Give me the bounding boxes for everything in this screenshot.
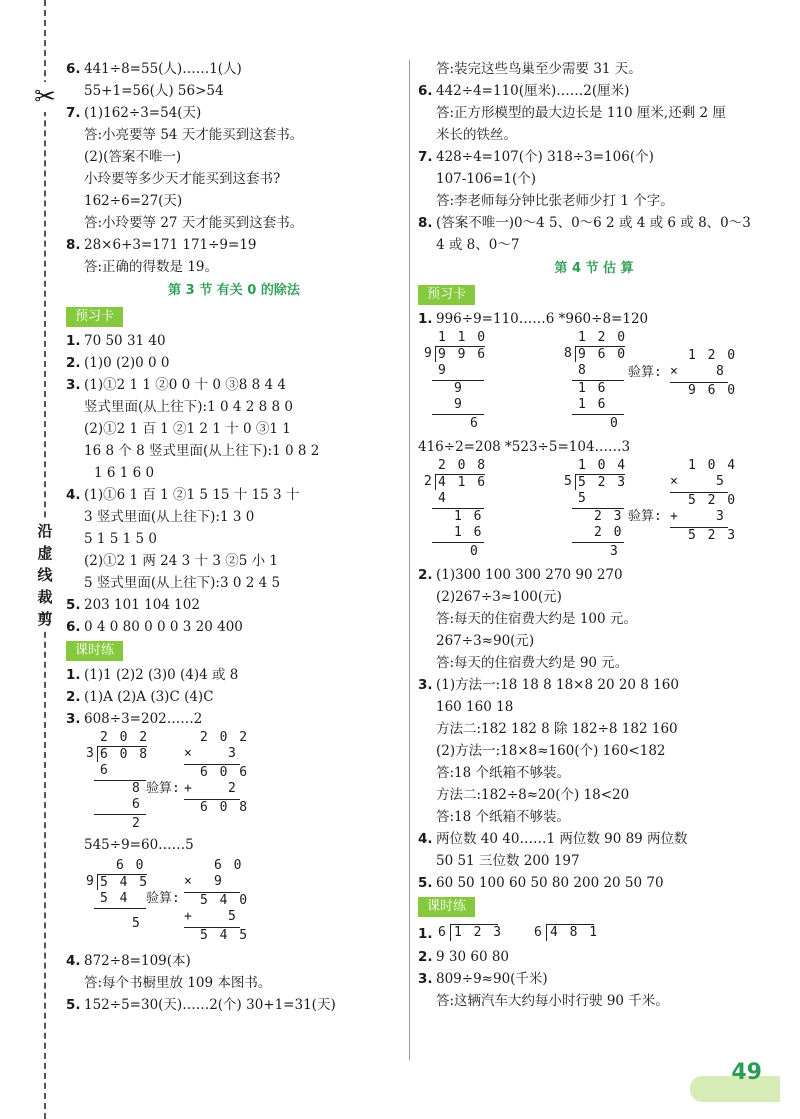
answer-line: [66, 484, 402, 506]
answer-text: (2)方法一:18×8≈160(个) 160<182: [436, 743, 666, 759]
step: 1 6: [454, 509, 484, 524]
answer-text: 答:正方形模型的最大边长是 110 厘米,还剩 2 厘: [436, 105, 726, 121]
answer-text: 两位数 40 40……1 两位数 90 89 两位数: [436, 831, 688, 847]
cut-char: 线: [37, 566, 53, 584]
answer-line: [66, 146, 402, 168]
answer-text: 答:每个书橱里放 109 本图书。: [84, 975, 272, 991]
remainder: 2: [132, 816, 142, 831]
divisor: 2: [424, 474, 434, 489]
answer-line: [418, 968, 770, 990]
lesson-practice-badge: 课时练: [66, 641, 123, 661]
question-number: 3.: [66, 377, 81, 393]
remainder: 5: [132, 916, 142, 931]
question-number: 1.: [418, 926, 433, 942]
question-number: 6.: [66, 61, 81, 77]
answer-text: 答:每天的住宿费大约是 100 元。: [436, 611, 637, 627]
division-setup-row: [418, 920, 770, 946]
long-division-row-1: [418, 330, 770, 436]
divisor: 3: [86, 746, 96, 761]
answer-line: [418, 564, 770, 586]
answer-line: [418, 630, 770, 652]
cut-instruction: [34, 520, 56, 630]
answer-text: 5 竖式里面(从上往下):3 0 2 4 5: [84, 575, 281, 591]
question-number: 2.: [418, 567, 433, 583]
answer-line: [66, 972, 402, 994]
question-number: 6.: [66, 619, 81, 635]
answer-line: [418, 308, 770, 330]
answer-line: [418, 212, 770, 234]
step: 6: [100, 763, 110, 778]
question-number: 3.: [418, 971, 433, 987]
question-number: 4.: [418, 831, 433, 847]
answer-line: [66, 256, 402, 278]
check-number: 1 0 4: [688, 458, 738, 473]
step: 1 6: [454, 525, 484, 540]
divisor: 9: [424, 346, 434, 361]
answer-text: 4 或 8、0～7: [436, 237, 520, 253]
check-number: 5: [716, 474, 726, 489]
answer-line: [66, 664, 402, 686]
question-number: 7.: [418, 149, 433, 165]
answer-text: 267÷3≈90(元): [436, 633, 535, 649]
quotient: 6 0: [116, 858, 146, 873]
answer-text: (1)①2 1 1 ②0 0 十 0 ③8 8 4 4: [84, 377, 286, 393]
divisor: 8: [564, 346, 574, 361]
answer-line: [66, 594, 402, 616]
check-number: 5 4 0: [200, 893, 250, 908]
answer-line: [418, 58, 770, 80]
answer-text: (1)0 (2)0 0 0: [84, 355, 170, 371]
question-number: 8.: [66, 237, 81, 253]
answer-line: [66, 168, 402, 190]
answer-text: (2)267÷3≈100(元): [436, 589, 562, 605]
dividend: 5 2 3: [578, 475, 628, 490]
quotient: 1 0 4: [578, 458, 628, 473]
quotient: 1 1 0: [438, 330, 488, 345]
answer-text: 70 50 31 40: [84, 333, 166, 349]
long-division-row-2: [418, 458, 770, 564]
answer-text: (1)1 (2)2 (3)0 (4)4 或 8: [84, 667, 239, 683]
step: 6: [132, 797, 142, 812]
answer-line: [66, 440, 402, 462]
answer-text: 答:每天的住宿费大约是 90 元。: [436, 655, 629, 671]
answer-line: [66, 418, 402, 440]
check-number: 1 2 0: [688, 348, 738, 363]
answer-text: 60 50 100 60 50 80 200 20 50 70: [436, 875, 664, 891]
answer-line: [418, 608, 770, 630]
dividend: 9 6 0: [578, 347, 628, 362]
answer-line: [66, 190, 402, 212]
answer-line: [66, 352, 402, 374]
answer-line: [66, 950, 402, 972]
long-division-608: [66, 730, 402, 834]
answer-line: [418, 828, 770, 850]
cut-char: 沿: [37, 522, 53, 540]
answer-line: [66, 212, 402, 234]
answer-line: [418, 146, 770, 168]
dividend: 4 8 1: [550, 925, 600, 940]
answer-text: 答:18 个纸箱不够装。: [436, 809, 571, 825]
plus-sign: +: [184, 909, 194, 924]
answer-text: 996÷9=110……6 *960÷8=120: [436, 311, 649, 327]
answer-line: [418, 850, 770, 872]
quotient: 2 0 2: [100, 730, 150, 745]
check-label: 验算:: [628, 509, 662, 524]
answer-text: 5 1 5 1 5 0: [84, 531, 157, 547]
answer-text: 442÷4=110(厘米)……2(厘米): [436, 83, 630, 99]
step: 9: [454, 397, 464, 412]
lesson-practice-badge: 课时练: [418, 897, 475, 917]
answer-line: [66, 572, 402, 594]
remainder: 0: [610, 416, 620, 431]
answer-line: [66, 616, 402, 638]
answer-text: 竖式里面(从上往下):1 0 4 2 8 8 0: [84, 399, 293, 415]
answer-line: [418, 674, 770, 696]
answer-text: (1)300 100 300 270 90 270: [436, 567, 623, 583]
quotient: 1 2 0: [578, 330, 628, 345]
answer-text: (1)方法一:18 18 8 18×8 20 20 8 160: [436, 677, 679, 693]
step: 8: [578, 363, 588, 378]
question-number: 1.: [66, 667, 81, 683]
answer-line: [418, 762, 770, 784]
check-number: 5: [228, 909, 238, 924]
dividend: 5 4 5: [100, 875, 150, 890]
answer-line: [66, 528, 402, 550]
question-number: 1.: [418, 311, 433, 327]
step: 4: [438, 491, 448, 506]
question-number: 7.: [66, 105, 81, 121]
answer-line: [418, 652, 770, 674]
answer-text: 50 51 三位数 200 197: [436, 853, 580, 869]
check-number: 3: [228, 746, 238, 761]
dividend: 1 2 3: [454, 925, 504, 940]
step: 9: [438, 363, 448, 378]
step: 8: [132, 781, 142, 796]
answer-text: 答:小亮要等 54 天才能买到这套书。: [84, 127, 304, 143]
answer-line: [418, 946, 770, 968]
dividend: 4 1 6: [438, 475, 488, 490]
answer-line: [66, 708, 402, 730]
answer-line: [66, 506, 402, 528]
step: 2 0: [594, 525, 624, 540]
section-title: 第 3 节 有关 0 的除法: [168, 283, 300, 298]
question-number: 2.: [66, 355, 81, 371]
preview-card-badge: 预习卡: [418, 285, 475, 305]
answer-text: 1 6 1 6 0: [94, 465, 155, 481]
question-number: 2.: [66, 689, 81, 705]
answer-line: [66, 550, 402, 572]
scissors-icon: ✂: [30, 82, 60, 112]
answer-line: [66, 462, 402, 484]
column-separator: [409, 60, 410, 1060]
check-number: 5 2 3: [688, 528, 738, 543]
answer-text: 55+1=56(人) 56>54: [84, 83, 224, 99]
question-number: 1.: [66, 333, 81, 349]
multiply-sign: ×: [670, 364, 680, 379]
answer-text: 16 8 个 8 竖式里面(从上往下):1 0 8 2: [84, 443, 320, 459]
check-number: 6 0 6: [200, 765, 250, 780]
question-number: 5.: [66, 597, 81, 613]
answer-text: 答:装完这些鸟巢至少需要 31 天。: [436, 61, 642, 77]
remainder: 6: [470, 416, 480, 431]
answer-text: 162÷6=27(天): [84, 193, 183, 209]
check-number: 9: [214, 874, 224, 889]
answer-line: [418, 80, 770, 102]
answer-text: 答:正确的得数是 19。: [84, 259, 219, 275]
step: 5 4: [100, 891, 130, 906]
answer-line: [418, 124, 770, 146]
check-number: 9 6 0: [688, 383, 738, 398]
answer-text: 9 30 60 80: [436, 949, 509, 965]
multiply-sign: ×: [670, 474, 680, 489]
answer-text: 809÷9≈90(千米): [436, 971, 548, 987]
answer-line: [418, 234, 770, 256]
answer-text: 428÷4=107(个) 318÷3=106(个): [436, 149, 654, 165]
answer-line: [418, 190, 770, 212]
answer-text: (1)162÷3=54(天): [84, 105, 202, 121]
multiply-sign: ×: [184, 874, 194, 889]
answer-line: [418, 718, 770, 740]
question-number: 3.: [66, 711, 81, 727]
question-number: 5.: [418, 875, 433, 891]
dividend: 9 9 6: [438, 347, 488, 362]
answer-text: 203 101 104 102: [84, 597, 200, 613]
answer-text: 答:小玲要等 27 天才能买到这套书。: [84, 215, 304, 231]
step: 1 6: [578, 381, 608, 396]
answer-line: [66, 124, 402, 146]
answer-text: 方法二:182 182 8 除 182÷8 182 160: [436, 721, 678, 737]
answer-text: 160 160 18: [436, 699, 514, 715]
multiply-sign: ×: [184, 746, 194, 761]
section-title: 第 4 节 估 算: [554, 261, 634, 276]
check-label: 验算:: [628, 365, 662, 380]
step: 9: [454, 381, 464, 396]
answer-line: [66, 686, 402, 708]
question-number: 5.: [66, 997, 81, 1013]
answer-line: [418, 168, 770, 190]
answer-line: [418, 990, 770, 1012]
cut-char: 剪: [37, 610, 53, 628]
answer-line: [66, 994, 402, 1016]
answer-text: 答:这辆汽车大约每小时行驶 90 千米。: [436, 993, 669, 1009]
answer-line: [418, 436, 770, 458]
check-number: 5 2 0: [688, 493, 738, 508]
answer-text: (2)①2 1 百 1 ②1 2 1 十 0 ③1 1: [84, 421, 291, 437]
answer-text: (2)(答案不唯一): [84, 149, 182, 165]
answer-text: 152÷5=30(天)……2(个) 30+1=31(天): [84, 997, 336, 1013]
question-number: 2.: [418, 949, 433, 965]
check-number: 6 0: [214, 858, 244, 873]
step: 2 3: [594, 509, 624, 524]
page-number: 49: [731, 1060, 762, 1085]
check-number: 6 0 8: [200, 800, 250, 815]
question-number: 4.: [66, 953, 81, 969]
answer-text: 3 竖式里面(从上往下):1 3 0: [84, 509, 255, 525]
divisor: 6: [534, 925, 544, 940]
answer-line: [418, 806, 770, 828]
quotient: 2 0 8: [438, 458, 488, 473]
check-number: 2: [228, 781, 238, 796]
plus-sign: +: [670, 509, 680, 524]
answer-text: (答案不唯一)0～4 5、0～6 2 或 4 或 6 或 8、0～3: [436, 215, 751, 231]
answer-text: 872÷8=109(本): [84, 953, 191, 969]
divisor: 5: [564, 474, 574, 489]
left-column: [66, 58, 402, 1016]
question-number: 4.: [66, 487, 81, 503]
answer-text: 答:李老师每分钟比张老师少打 1 个字。: [436, 193, 674, 209]
answer-line: [418, 872, 770, 894]
answer-line: [418, 740, 770, 762]
answer-line: [418, 102, 770, 124]
cut-char: 裁: [37, 588, 53, 606]
answer-line: [66, 102, 402, 124]
answer-text: 米长的铁丝。: [436, 127, 517, 143]
question-number: 6.: [418, 83, 433, 99]
answer-text: 小玲要等多少天才能买到这套书?: [84, 171, 281, 187]
answer-line: [66, 234, 402, 256]
preview-card-badge: 预习卡: [66, 307, 123, 327]
answer-text: 0 4 0 80 0 0 0 3 20 400: [84, 619, 243, 635]
answer-text: 方法二:182÷8≈20(个) 18<20: [436, 787, 630, 803]
check-number: 3: [716, 509, 726, 524]
remainder: 3: [610, 544, 620, 559]
step: 5: [578, 491, 588, 506]
right-column: [418, 58, 770, 1012]
answer-text: 107-106=1(个): [436, 171, 537, 187]
answer-text: 545÷9=60……5: [84, 837, 194, 853]
answer-line: [418, 586, 770, 608]
answer-text: (1)①6 1 百 1 ②1 5 15 十 15 3 十: [84, 487, 300, 503]
answer-line: [66, 330, 402, 352]
answer-text: (2)①2 1 两 24 3 十 3 ②5 小 1: [84, 553, 278, 569]
answer-line: [66, 374, 402, 396]
question-number: 8.: [418, 215, 433, 231]
remainder: 0: [470, 544, 480, 559]
answer-text: 416÷2=208 *523÷5=104……3: [418, 439, 631, 455]
question-number: 3.: [418, 677, 433, 693]
divisor: 9: [86, 874, 96, 889]
plus-sign: +: [184, 781, 194, 796]
long-division-545: [66, 856, 402, 950]
check-number: 2 0 2: [200, 730, 250, 745]
answer-line: [66, 58, 402, 80]
answer-line: [418, 784, 770, 806]
answer-line: [66, 834, 402, 856]
answer-text: 441÷8=55(人)……1(人): [84, 61, 242, 77]
step: 1 6: [578, 397, 608, 412]
cut-char: 虚: [37, 544, 53, 562]
answer-text: 28×6+3=171 171÷9=19: [84, 237, 257, 253]
answer-text: 608÷3=202……2: [84, 711, 203, 727]
dividend: 6 0 8: [100, 747, 150, 762]
answer-line: [66, 396, 402, 418]
answer-line: [66, 80, 402, 102]
check-number: 8: [716, 364, 726, 379]
answer-line: [418, 696, 770, 718]
divisor: 6: [438, 925, 448, 940]
answer-text: 答:18 个纸箱不够装。: [436, 765, 571, 781]
check-number: 5 4 5: [200, 928, 250, 943]
answer-text: (1)A (2)A (3)C (4)C: [84, 689, 214, 705]
check-label: 验算:: [146, 781, 180, 796]
check-label: 验算:: [146, 891, 180, 906]
